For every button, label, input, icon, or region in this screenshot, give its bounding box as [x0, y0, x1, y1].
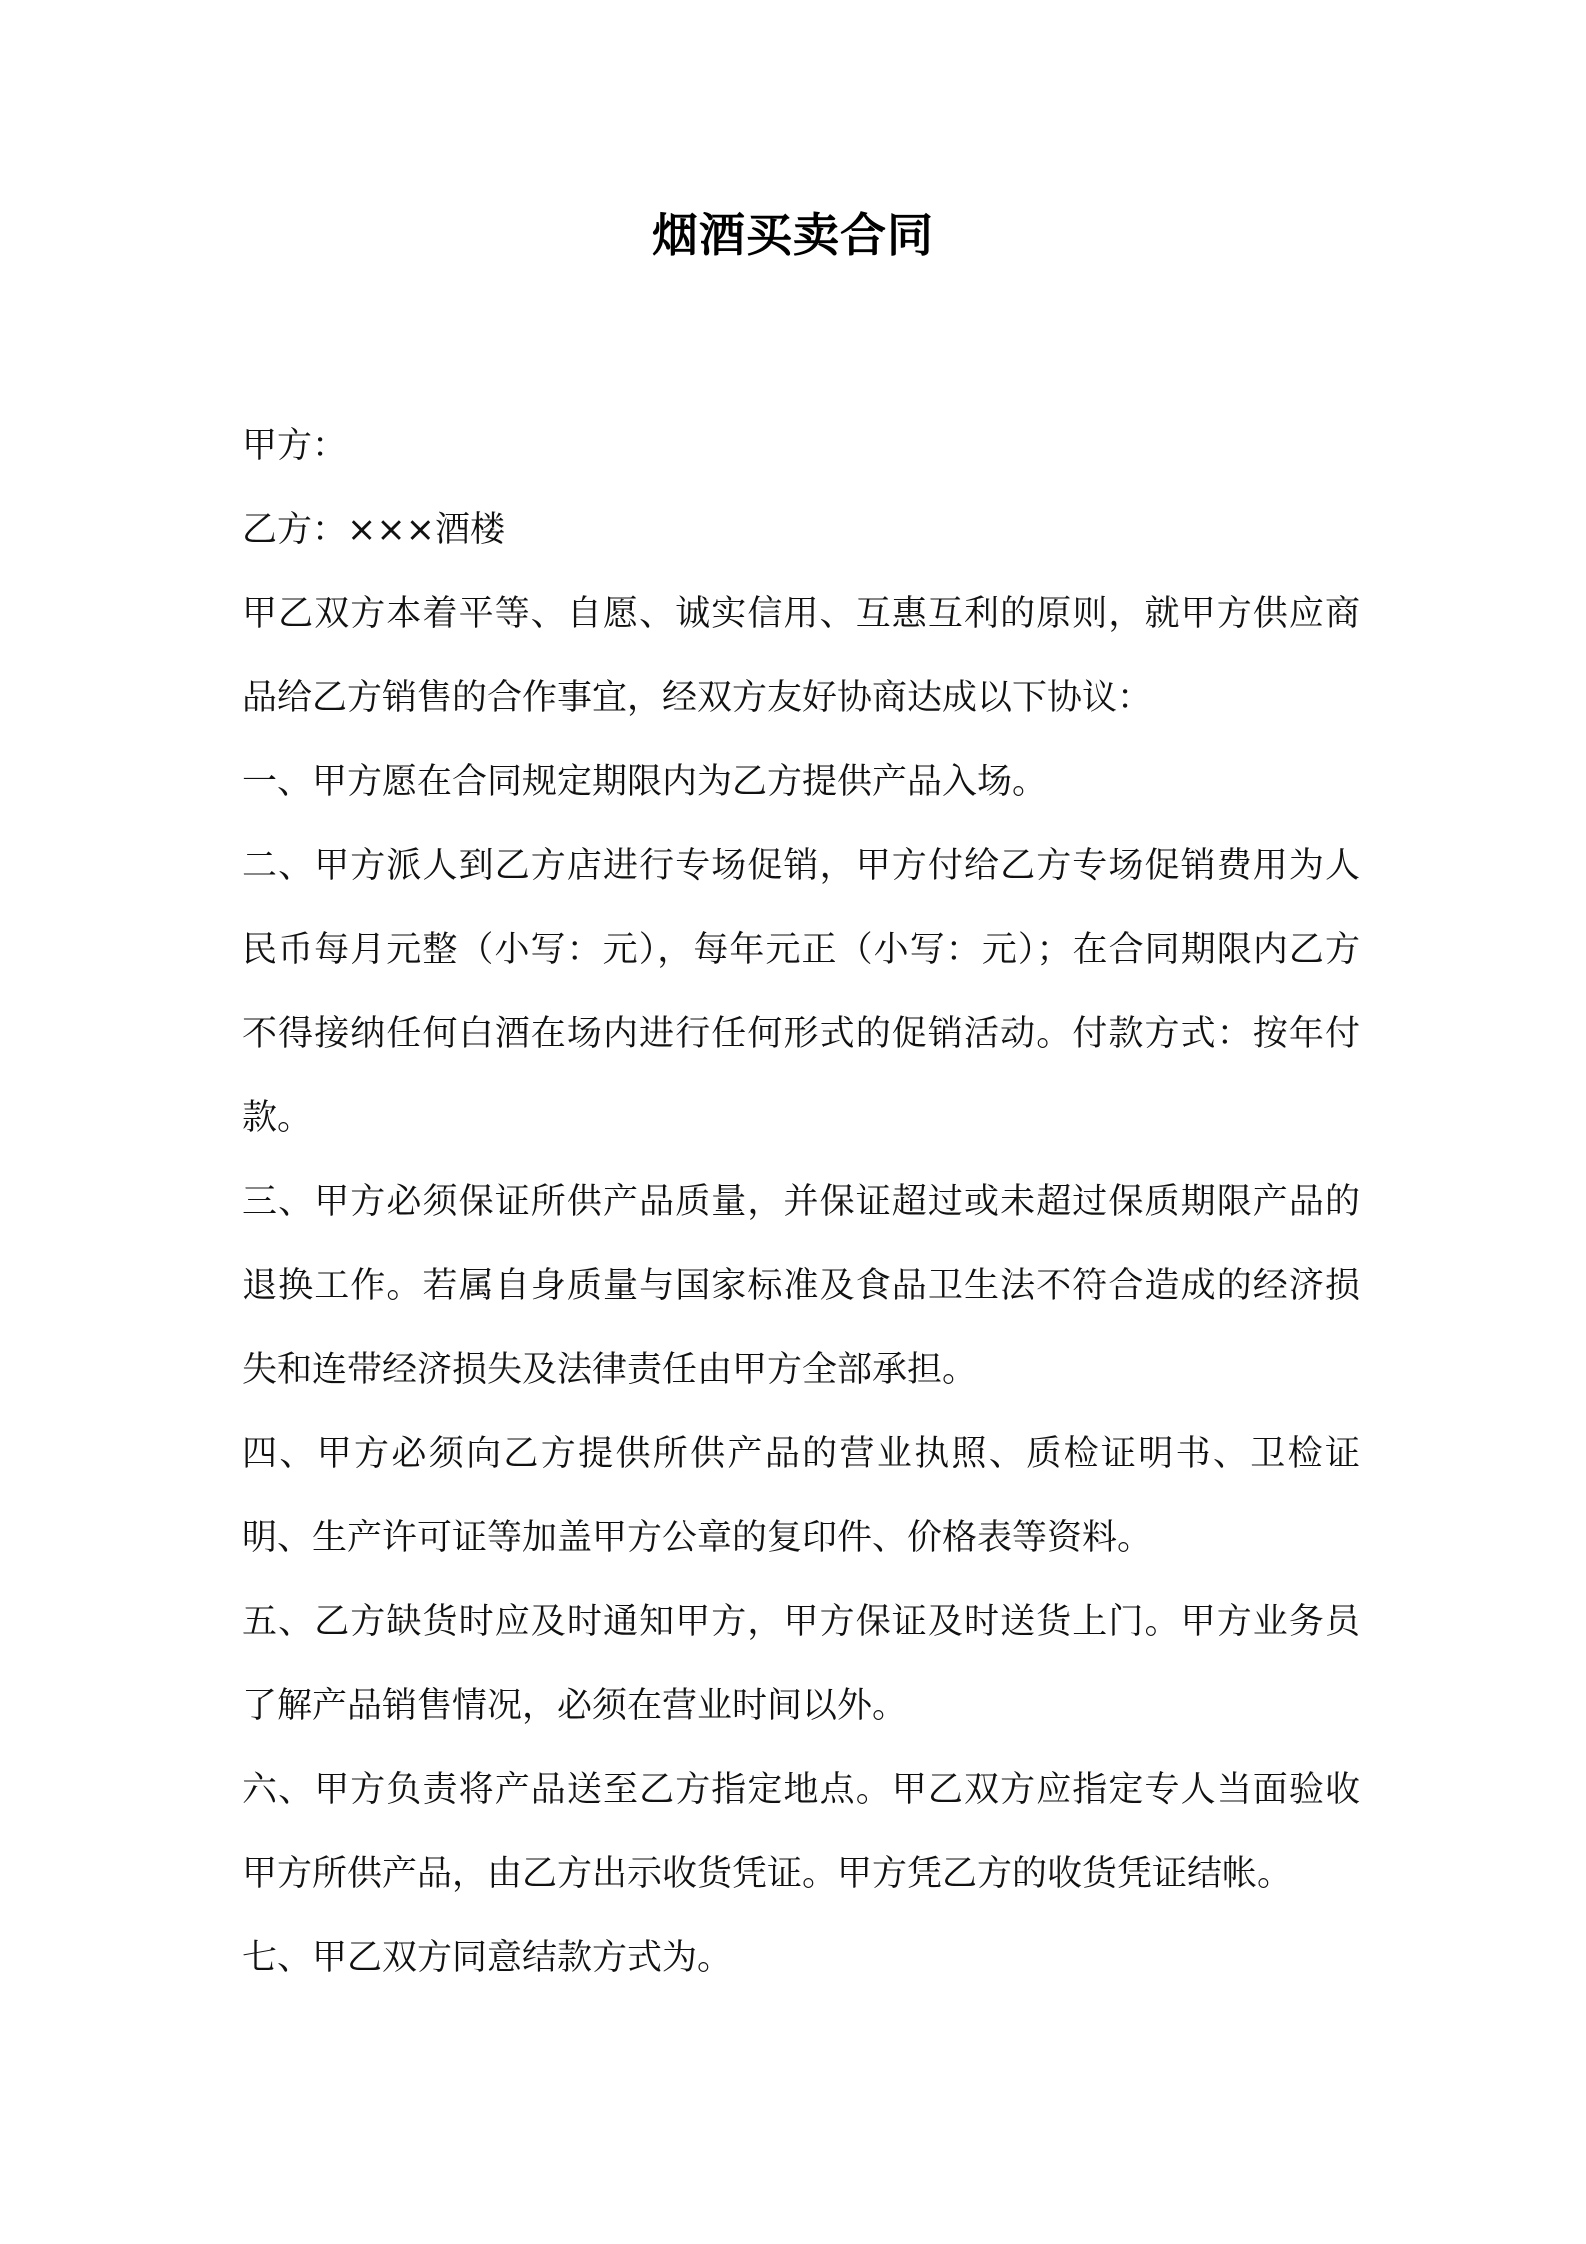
preamble-paragraph: 甲乙双方本着平等、自愿、诚实信用、互惠互利的原则，就甲方供应商品给乙方销售的合作事宜，经双方友好协商达成以下协议： — [242, 594, 1360, 718]
clause-3: 三、甲方必须保证所供产品质量，并保证超过或未超过保质期限产品的退换工作。若属自身质量与国家标准及食品卫生法不符合造成的经济损失和连带经济损失及法律责任由甲方全部承担。 — [242, 1182, 1360, 1390]
party-a-line: 甲方： — [242, 426, 348, 466]
clause-4: 四、甲方必须向乙方提供所供产品的营业执照、质检证明书、卫检证明、生产许可证等加盖甲方公章的复印件、价格表等资料。 — [242, 1434, 1360, 1558]
document-body — [242, 404, 1360, 2000]
party-b-line: 乙方：×××酒楼 — [242, 510, 505, 550]
clause-2: 二、甲方派人到乙方店进行专场促销，甲方付给乙方专场促销费用为人民币每月元整（小写：元），每年元正（小写：元）；在合同期限内乙方不得接纳任何白酒在场内进行任何形式的促销活动。付款方式：按年付款。 — [242, 846, 1360, 1138]
clause-1: 一、甲方愿在合同规定期限内为乙方提供产品入场。 — [242, 762, 1048, 802]
clause-6: 六、甲方负责将产品送至乙方指定地点。甲乙双方应指定专人当面验收甲方所供产品，由乙方出示收货凭证。甲方凭乙方的收货凭证结帐。 — [242, 1770, 1360, 1894]
clause-5: 五、乙方缺货时应及时通知甲方，甲方保证及时送货上门。甲方业务员了解产品销售情况，必须在营业时间以外。 — [242, 1602, 1360, 1726]
clause-7: 七、甲乙双方同意结款方式为。 — [242, 1938, 733, 1978]
document-title: 烟酒买卖合同 — [652, 208, 934, 262]
